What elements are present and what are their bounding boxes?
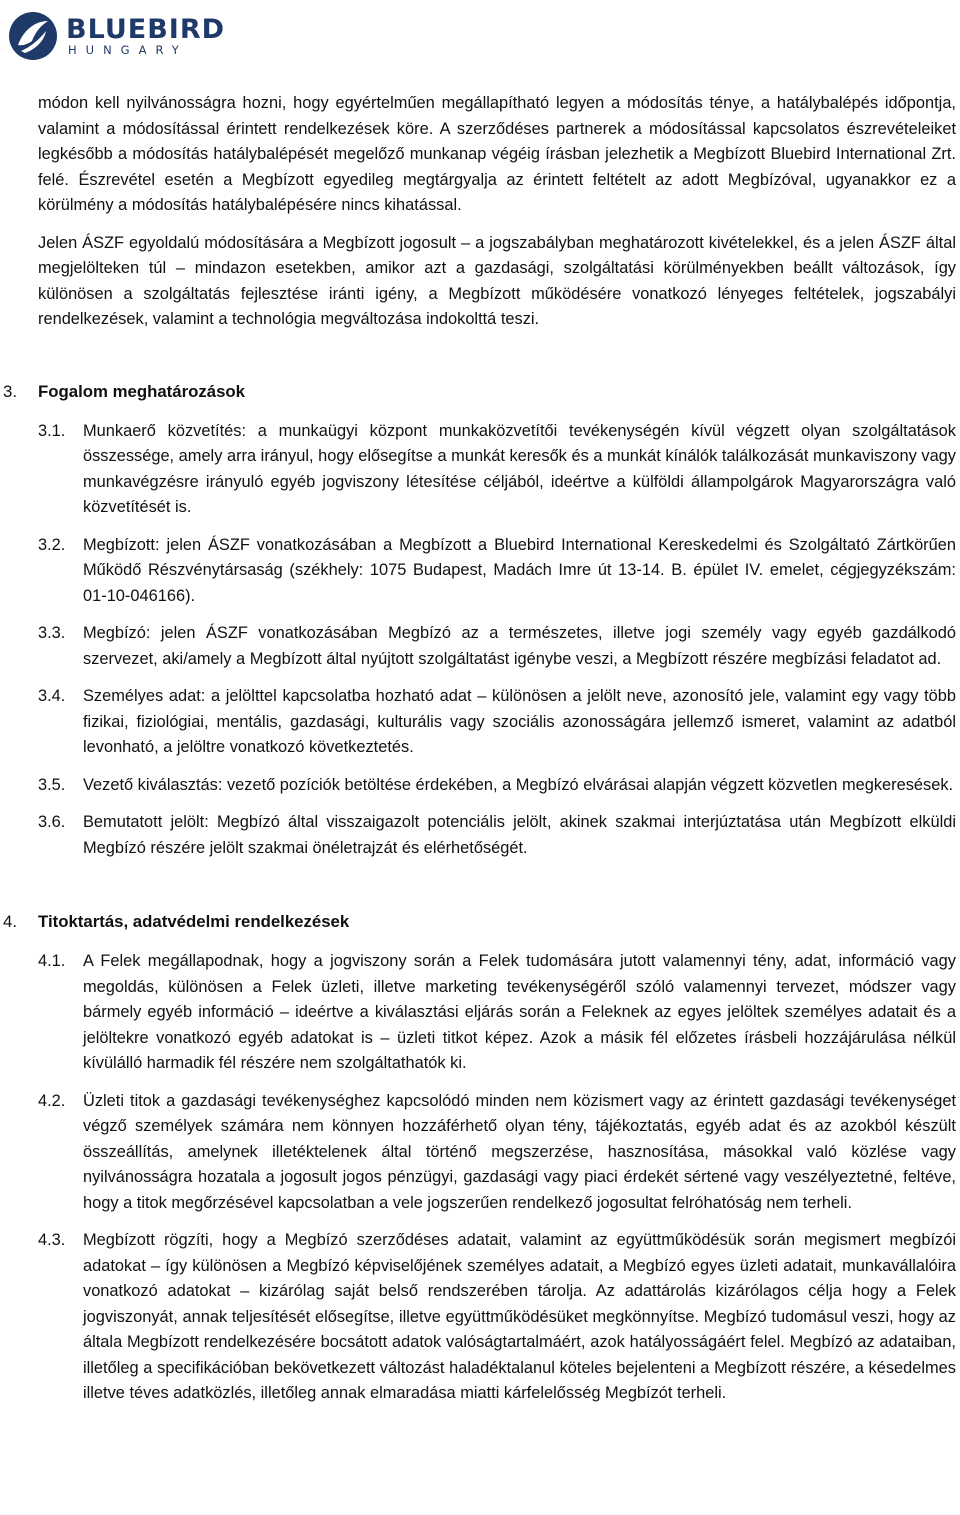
list-item	[38, 684, 956, 761]
logo-name: BLUEBIRD	[66, 13, 226, 45]
list-item	[38, 773, 956, 799]
list-item	[38, 1228, 956, 1407]
document-body	[3, 91, 956, 1407]
item-text: Vezető kiválasztás: vezető pozíciók betöltése érdekében, a Megbízó elvárásai alapján végzett közvetlen megkeresések.	[83, 775, 954, 794]
item-text: Megbízott: jelen ÁSZF vonatkozásában a Megbízott a Bluebird International Kereskedelmi és Szolgáltató Zártkörűen Működő Részvénytársaság (székhely: 1075 Budapest, Madách Imre út 13-14. B. épület IV. emelet, cégjegyzékszám: 01-10-046166).	[83, 535, 956, 605]
intro-paragraph-2: Jelen ÁSZF egyoldalú módosítására a Megbízott jogosult – a jogszabályban meghatározott kivételekkel, és a jelen ÁSZF által megjelölteken túl – mindazon esetekben, amikor azt a gazdasági, szolgáltatási körülményekben beállt változások, így különösen a szolgáltatás fejlesztése iránti igény, a Megbízott működésére vonatkozó lényeges feltételek, jogszabályi rendelkezések, valamint a technológia megváltozása indokolttá teszi.	[38, 233, 956, 328]
list-item	[38, 949, 956, 1077]
section-3-title: Fogalom meghatározások	[38, 381, 246, 401]
item-text: A Felek megállapodnak, hogy a jogviszony során a Felek tudomására jutott valamennyi tény, adat, információ vagy megoldás, különösen a Felek üzleti, illetve marketing tevékenységéről szóló valamennyi tervezet, módszer vagy bármely egyéb információ – ideértve a kiválasztási eljárás során a Feleknek az egyes jelöltek személyes adatait és a jelöltekre vonatkozó egyéb adatokat is – üzleti titkot képez. Azok a másik fél előzetes írásbeli hozzájárulása nélkül kívülálló harmadik fél részére nem szolgáltathatók ki.	[83, 952, 956, 1072]
list-item	[38, 419, 956, 521]
item-text: Munkaerő közvetítés: a munkaügyi központ munkaközvetítői tevékenységén kívül végzett olyan szolgáltatások összessége, amely arra irányul, hogy elősegítse a munkát keresők és a munkát kínálók találkozását munkaviszony vagy munkavégzésre irányuló egyéb jogviszony létesítése céljából, ideértve a külföldi állampolgárok Magyarországra való közvetítését is.	[83, 421, 956, 516]
intro-paragraph-1: módon kell nyilvánosságra hozni, hogy egyértelműen megállapítható legyen a módosítás ténye, a hatálybalépés időpontja, valamint a módosítással érintett rendelkezések köre. A szerződéses partnerek a módosítással kapcsolatos észrevételeiket legkésőbb a módosítás hatálybalépését megelőző munkanap végéig írásban jelezhetik a Megbízott Bluebird International Zrt. felé. Észrevétel esetén a Megbízott egyedileg megtárgyalja az érintett feltételt az adott Megbízóval, ugyanakkor ez a körülmény a módosítás hatálybalépésére nincs kihatással.	[38, 94, 956, 214]
list-item	[38, 533, 956, 610]
item-number: 4.1.	[38, 952, 66, 970]
item-text: Bemutatott jelölt: Megbízó által visszaigazolt potenciális jelölt, akinek szakmai interjúztatása után Megbízott elküldi Megbízó részére jelölt szakmai önéletrajzát és elérhetőségét.	[83, 813, 956, 857]
list-item	[38, 621, 956, 672]
section-3-heading	[3, 379, 956, 405]
item-number: 4.2.	[38, 1091, 66, 1110]
item-number: 3.6.	[38, 813, 66, 831]
item-number: 3.5.	[38, 775, 66, 794]
logo-subtitle: HUNGARY	[68, 42, 188, 57]
item-text: Megbízott rögzíti, hogy a Megbízó szerződéses adatait, valamint az együttműködésük során megismert megbízói adatokat – így különösen a Megbízó képviselőjének személyes adatait, a Megbízó egyes üzleti adatait, munkavállalóira vonatkozó adatokat – kizárólag saját belső rendszerében tárolja. Az adattárolás kizárólagos célja hogy a Felek jogviszonyát, annak teljesítését elősegítse, illetve együttműködésüket megkönnyítse. Megbízó tudomásul veszi, hogy az általa Megbízott rendelkezésére bocsátott adatok valóságtartalmáért, azok hatályosságáért felel. Megbízó az adataiban, illetőleg a specifikációban bekövetkezett változást haladéktalanul köteles bejelenteni a Megbízott részére, a késedelmes illetve téves adatközlés, illetőleg annak elmaradása miatti kárfelelősség Megbízót terheli.	[83, 1231, 956, 1402]
company-logo	[8, 8, 258, 64]
section-4-heading	[3, 909, 956, 935]
list-item	[38, 810, 956, 861]
item-text: Személyes adat: a jelölttel kapcsolatba hozható adat – különösen a jelölt neve, azonosító jele, valamint egy vagy több fizikai, fiziológiai, mentális, gazdasági, kulturális vagy szociális azonosságára jellemző ismeret, valamint az adatból levonható, a jelöltre vonatkozó következtetés.	[83, 687, 956, 756]
section-4-title: Titoktartás, adatvédelmi rendelkezések	[38, 912, 350, 931]
item-number: 3.1.	[38, 421, 66, 440]
item-text: Üzleti titok a gazdasági tevékenységhez kapcsolódó minden nem közismert vagy az érintett gazdasági tevékenységet végző személyek számára nem könnyen hozzáférhető olyan tény, tájékoztatás, egyéb adat és az azokból készült összeállítás, amelynek illetéktelenek által történő megszerzése, hasznosítása, másokkal való közlése vagy nyilvánosságra hozatala a jogosult jogos pénzügyi, gazdasági vagy piaci érdekét sértené vagy veszélyeztetné, feltéve, hogy a titok megőrzésével kapcsolatban a vele jogszerűen rendelkező jogosultat felróhatóság nem terheli.	[83, 1091, 956, 1212]
item-text: Megbízó: jelen ÁSZF vonatkozásában Megbízó az a természetes, illetve jogi személy vagy egyéb gazdálkodó szervezet, aki/amely a Megbízott által nyújtott szolgáltatást igénybe veszi, a Megbízott részére megbízási feladatot ad.	[83, 624, 956, 668]
list-item	[38, 1089, 956, 1217]
bluebird-logo-icon	[8, 11, 58, 61]
item-number: 4.3.	[38, 1231, 66, 1249]
item-number: 3.3.	[38, 624, 66, 642]
section-3-number: 3.	[3, 381, 17, 401]
section-4-number: 4.	[3, 912, 17, 931]
item-number: 3.4.	[38, 687, 66, 705]
item-number: 3.2.	[38, 535, 66, 554]
